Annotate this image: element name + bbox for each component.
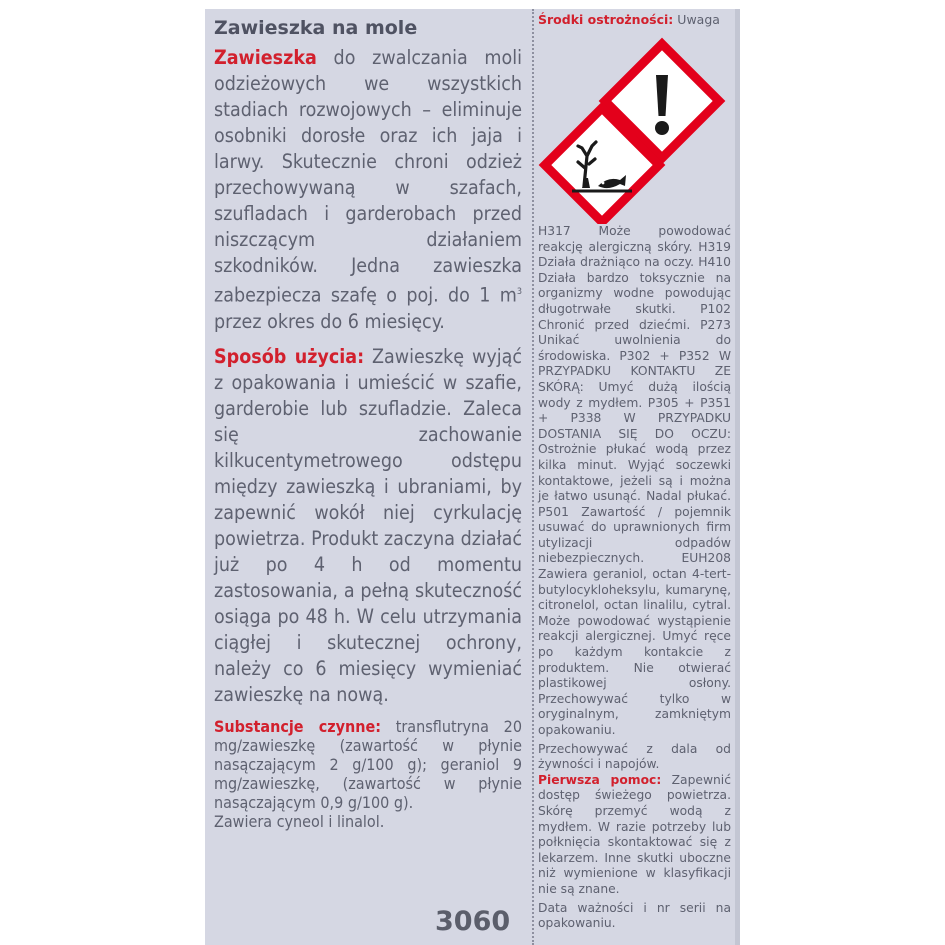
- lot-number: 3060: [435, 906, 511, 937]
- precautions-lead: Środki ostrożności:: [538, 12, 674, 27]
- label-edge: [735, 9, 740, 945]
- intro-superscript: 3: [516, 287, 522, 297]
- storage-statement: Przechowywać z dala od żywności i napojów.: [538, 741, 731, 772]
- contains-note: Zawiera cyneol i linalol.: [214, 811, 385, 831]
- product-label: [205, 9, 740, 945]
- product-description-column: [205, 9, 532, 945]
- intro-body-b: przez okres do 6 miesięcy.: [214, 309, 445, 333]
- usage-body: Zawieszkę wyjąć z opakowania i umieścić w szafie, garderobie lub szufladzie. Zaleca się zachowanie kilkucentymetrowego odstępu między zawieszką i ubraniami, by zapewnić wokół niej cyrkulację powietrza. Produkt zaczyna działać już po 4 h od momentu zastosowania, a pełną skuteczność osiąga po 48 h. W celu utrzymania ciągłej i skutecznej ochrony, należy co 6 miesięcy wymieniać zawieszkę na nową.: [214, 344, 522, 706]
- active-lead: Substancje czynne:: [214, 716, 382, 736]
- first-aid-lead: Pierwsza pomoc:: [538, 772, 662, 787]
- first-aid-paragraph: [538, 773, 731, 898]
- active-substances-paragraph: [214, 717, 522, 812]
- usage-paragraph: [214, 344, 522, 708]
- active-body: transflutryna 20 mg/zawieszkę (zawartość w płynie nasączającym 2 g/100 g); geraniol 9 mg/zawieszkę, (zawartość w płynie nasączającym 0,9 g/100 g).: [214, 716, 522, 812]
- intro-lead: Zawieszka: [214, 46, 317, 69]
- usage-lead: Sposób użycia:: [214, 344, 365, 368]
- product-title: Zawieszka na mole: [214, 17, 418, 39]
- precautions-heading: [538, 12, 731, 28]
- precautions-word: Uwaga: [677, 12, 720, 27]
- intro-body-a: do zwalczania moli odzieżowych we wszystkich stadiach rozwojowych – eliminuje osobniki dorosłe oraz ich jaja i larwy. Skutecznie chroni odzież przechowywaną w szafach, szufladach i garderobach przed niszczącym działaniem szkodników. Jedna zawieszka zabezpiecza szafę o poj. do 1 m: [214, 46, 522, 307]
- column-divider: [532, 9, 534, 945]
- hazard-statements: H317 Może powodować reakcję alergiczną skóry. H319 Działa drażniąco na oczy. H410 Działa bardzo toksycznie na organizmy wodne powodując długotrwałe skutki. P102 Chronić przed dziećmi. P273 Unikać uwolnienia do środowiska. P302 + P352 W PRZYPADKU KONTAKTU ZE SKÓRĄ: Umyć dużą ilością wody z mydłem. P305 + P351 + P338 W PRZYPADKU DOSTANIA SIĘ DO OCZU: Ostrożnie płukać wodą przez kilka minut. Wyjąć soczewki kontaktowe, jeżeli są i można je łatwo usunąć. Nadal płukać. P501 Zawartość / pojemnik usuwać do uprawnionych firm utylizacji odpadów niebezpiecznych. EUH208 Zawiera geraniol, octan 4-tert-butylocykloheksylu, kumarynę, citronelol, octan linalilu, cytral. Może powodować wystąpienie reakcji alergicznej. Umyć ręce po każdym kontakcie z produktem. Nie otwierać plastikowej osłony. Przechowywać tylko w oryginalnym, zamkniętym opakowaniu.: [538, 224, 731, 737]
- safety-column: [535, 9, 735, 945]
- ghs-pictograms-graphic: [538, 28, 738, 224]
- first-aid-body: Zapewnić dostęp świeżego powietrza. Skórę przemyć wodą z mydłem. W razie potrzeby lub połknięcia skontaktować się z lekarzem. Inne skutki uboczne niż wymienione w klasyfikacji nie są znane.: [538, 772, 731, 896]
- expiry-note: Data ważności i nr serii na opakowaniu.: [538, 900, 731, 931]
- ghs-pictograms: [538, 28, 731, 224]
- intro-paragraph: [214, 45, 522, 335]
